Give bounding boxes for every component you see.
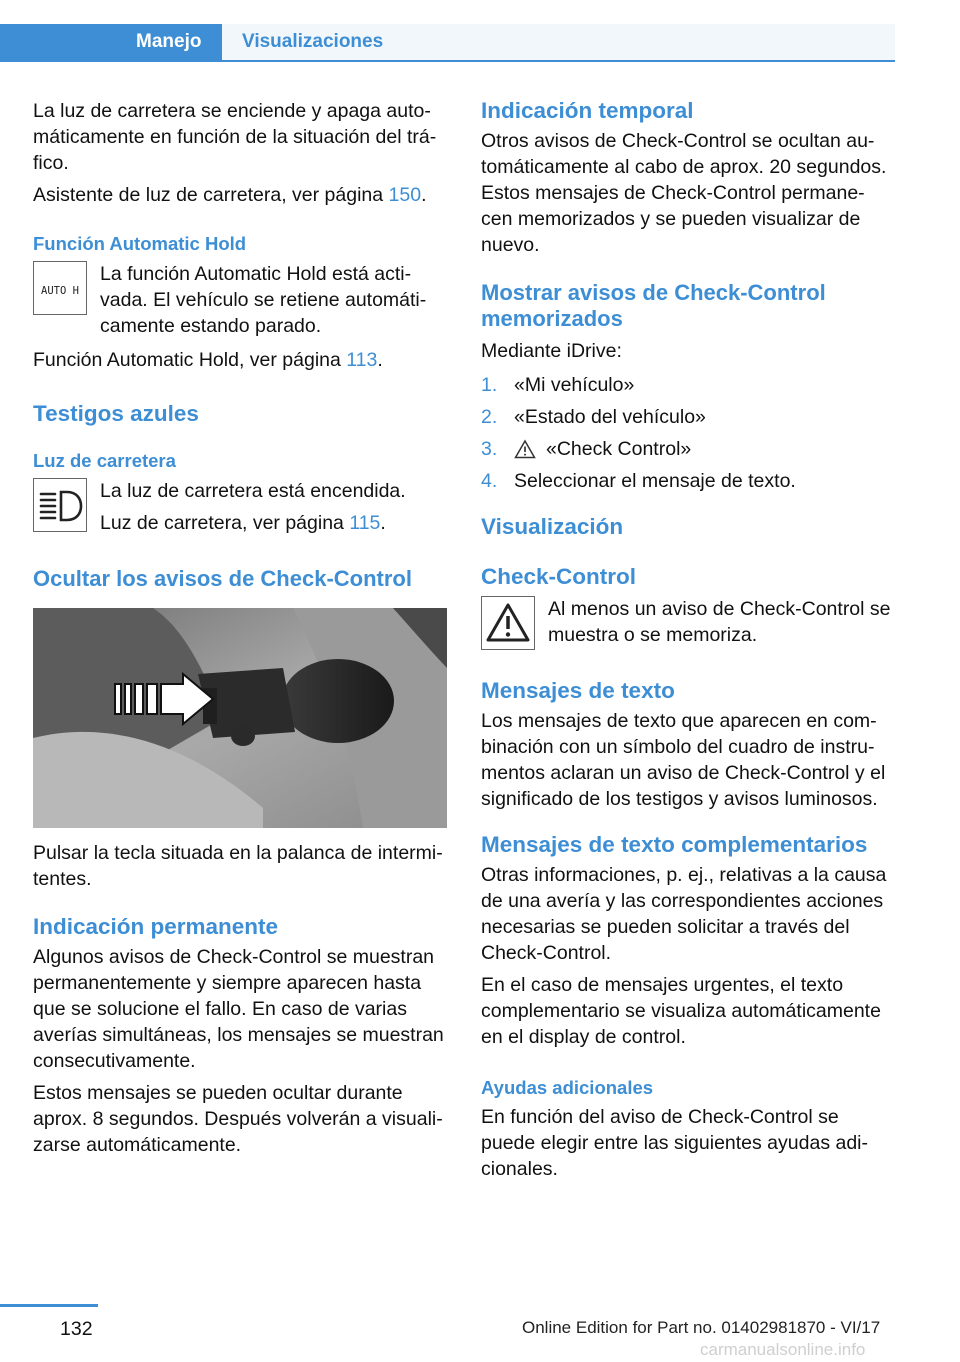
check-control-row	[481, 596, 895, 650]
page-number: 132	[60, 1318, 93, 1340]
permanente-paragraph-2: Estos mensajes se pueden ocultar durante aprox. 8 segundos. Después volverán a visuali‐zarse automáticamente.	[33, 1082, 443, 1156]
high-beam-text	[100, 478, 447, 536]
heading-ayudas-adicionales: Ayudas adicionales	[481, 1077, 654, 1098]
page-link-113[interactable]: 113	[346, 349, 378, 371]
high-beam-icon	[33, 478, 87, 532]
lever-illustration	[33, 608, 447, 828]
press-lever-instruction: Pulsar la tecla situada en la palanca de intermi‐tentes.	[33, 842, 443, 890]
heading-indicacion-temporal: Indicación temporal	[481, 98, 694, 123]
ayudas-paragraph: En función del aviso de Check-Control se puede elegir entre las siguientes ayudas adi‐cionales.	[481, 1106, 869, 1180]
high-beam-description: La luz de carretera está encendida.	[100, 480, 406, 502]
list-item: 3. «Check Control»	[481, 438, 692, 460]
idrive-steps-list	[481, 372, 895, 494]
svg-text:AUTO H: AUTO H	[41, 285, 79, 297]
mediante-idrive: Mediante iDrive:	[481, 340, 622, 362]
check-control-description: Al menos un aviso de Check-Control se muestra o se memoriza.	[548, 598, 891, 646]
auto-hold-description: La función Automatic Hold está acti‐vada. El vehículo se retiene automáti‐camente estando parado.	[100, 263, 427, 337]
page-link-115[interactable]: 115	[349, 512, 381, 534]
mensajes-paragraph: Los mensajes de texto que aparecen en com‐binación con un símbolo del cuadro de instru‐mentos aclaran un aviso de Check-Control y el significado de los testigos y avisos luminosos.	[481, 710, 886, 810]
high-beam-assist-ref: Asistente de luz de carretera, ver página 150.	[33, 184, 427, 206]
heading-indicacion-permanente: Indicación permanente	[33, 914, 279, 939]
heading-ocultar-avisos: Ocultar los avisos de Check-Control	[33, 566, 412, 591]
heading-mensajes-complementarios: Mensajes de texto complementarios	[481, 832, 868, 857]
right-column	[481, 98, 895, 1182]
permanente-paragraph-1: Algunos avisos de Check-Control se muestran permanentemente y siempre aparecen hasta que se solucione el fallo. En caso de varias averías simultáneas, los mensajes se muestran consecutivamente.	[33, 946, 444, 1072]
list-item: 2. «Estado del vehículo»	[481, 406, 706, 428]
heading-mostrar-avisos: Mostrar avisos de Check-Control memorizados	[481, 280, 826, 331]
warning-triangle-icon	[514, 439, 536, 459]
tab-manejo[interactable]: Manejo	[136, 31, 202, 52]
warning-triangle-icon	[483, 598, 533, 648]
auto-hold-icon	[33, 261, 87, 315]
heading-luz-de-carretera: Luz de carretera	[33, 450, 176, 471]
heading-mensajes-de-texto: Mensajes de texto	[481, 678, 675, 703]
temporal-paragraph: Otros avisos de Check-Control se ocultan au‐tomáticamente al cabo de aprox. 20 segundos. Estos mensajes de Check-Control permane‐cen memorizados y se pueden visualizar de nuevo.	[481, 130, 887, 256]
high-beam-auto-paragraph: La luz de carretera se enciende y apaga auto‐máticamente en función de la situación del trá‐fico.	[33, 100, 437, 174]
watermark: carmanualsonline.info	[700, 1340, 866, 1359]
heading-check-control: Check-Control	[481, 564, 637, 589]
page-link-150[interactable]: 150	[388, 184, 422, 206]
tab-visualizaciones[interactable]: Visualizaciones	[242, 31, 384, 52]
high-beam-ref: Luz de carretera, ver página 115.	[100, 512, 386, 534]
complementarios-paragraph-2: En el caso de mensajes urgentes, el texto complementario se visualiza automáticamente en el display de control.	[481, 974, 881, 1048]
heading-automatic-hold: Función Automatic Hold	[33, 233, 247, 254]
auto-hold-row	[33, 261, 447, 339]
high-beam-row	[33, 478, 447, 536]
footer-rule	[0, 1304, 98, 1307]
edition-note: Online Edition for Part no. 01402981870 - VI/17	[522, 1318, 881, 1337]
list-item: 4. Seleccionar el mensaje de texto.	[481, 470, 796, 492]
warning-icon-box	[481, 596, 535, 650]
left-column	[33, 98, 447, 1158]
heading-visualizacion: Visualización	[481, 514, 624, 539]
heading-testigos-azules: Testigos azules	[33, 401, 199, 426]
list-item: 1. «Mi vehículo»	[481, 374, 635, 396]
page-header	[0, 24, 895, 62]
auto-hold-ref: Función Automatic Hold, ver página 113.	[33, 349, 383, 371]
complementarios-paragraph-1: Otras informaciones, p. ej., relativas a la causa de una avería y las correspondientes acciones necesarias se pueden solicitar a través del Check-Control.	[481, 864, 887, 964]
